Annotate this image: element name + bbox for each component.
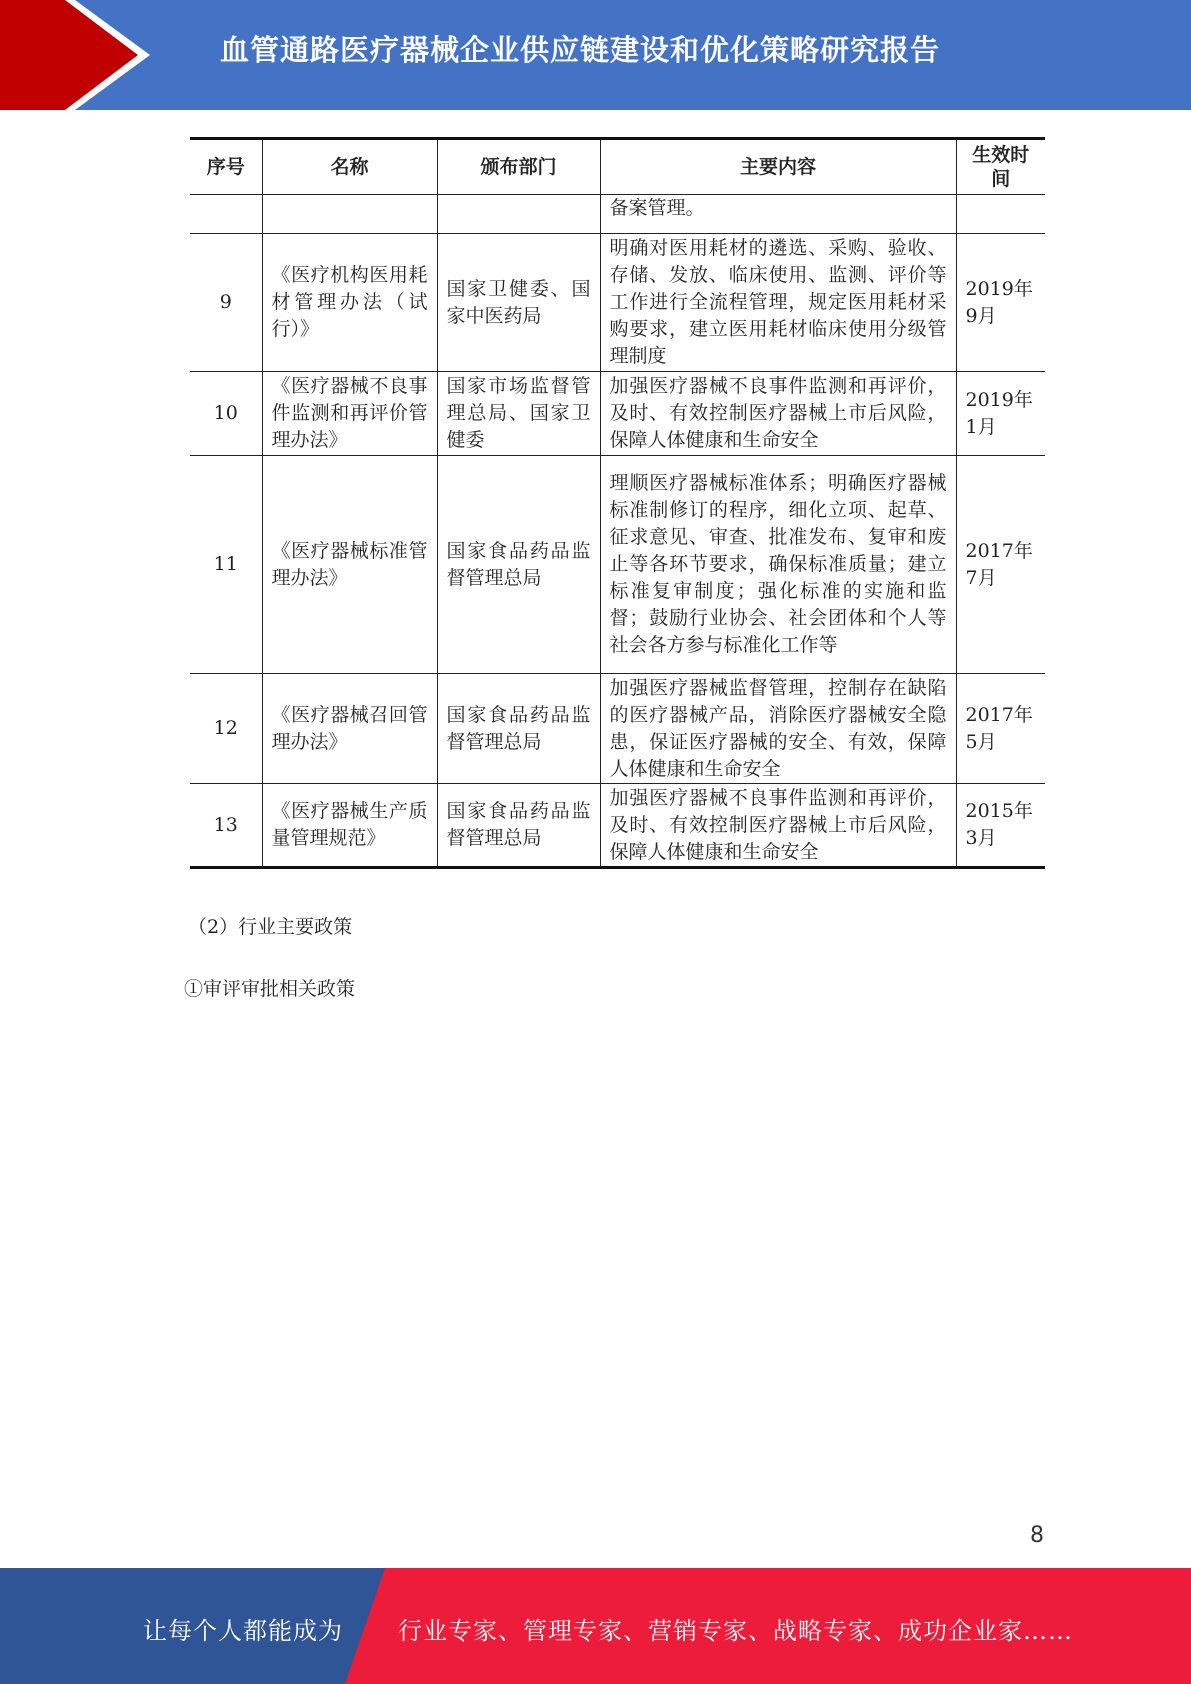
- table-cell-name: 《医疗器械不良事件监测和再评价管理办法》: [262, 372, 437, 456]
- footer-slogan-right: 行业专家、管理专家、营销专家、战略专家、成功企业家……: [398, 1617, 1073, 1645]
- table-cell: [437, 195, 600, 234]
- table-row: [190, 456, 1045, 674]
- page-number: 8: [1030, 1523, 1044, 1548]
- footer-banner: [0, 1568, 1191, 1684]
- header-cell-date: 生效时间: [956, 139, 1045, 195]
- table-cell-content: 理顺医疗器械标准体系；明确医疗器械标准制修订的程序，细化立项、起草、征求意见、审查、批准发布、复审和废止等各环节要求，确保标准质量；建立标准复审制度；强化标准的实施和监督；鼓励行业协会、社会团体和个人等社会各方参与标准化工作等: [600, 456, 956, 674]
- table-cell-name: 《医疗器械标准管理办法》: [262, 456, 437, 674]
- table-row: [190, 674, 1045, 784]
- report-title: 血管通路医疗器械企业供应链建设和优化策略研究报告: [220, 33, 941, 67]
- footer-slogan-left: 让每个人都能成为: [143, 1617, 343, 1645]
- header-cell-name: 名称: [262, 139, 437, 195]
- section-heading: （2）行业主要政策: [188, 916, 353, 938]
- header-banner: [0, 0, 1191, 110]
- table-cell-dept: 国家食品药品监督管理总局: [437, 784, 600, 868]
- header-arrow-decoration: [0, 0, 160, 110]
- table-cell-name: 《医疗器械召回管理办法》: [262, 674, 437, 784]
- table-cell: [956, 195, 1045, 234]
- subsection-heading: ①审评审批相关政策: [184, 978, 356, 1000]
- table-row: [190, 234, 1045, 372]
- table-cell-name: 《医疗机构医用耗材管理办法（试行）》: [262, 234, 437, 372]
- table-cell-content: 加强医疗器械监督管理，控制存在缺陷的医疗器械产品，消除医疗器械安全隐患，保证医疗器械的安全、有效，保障人体健康和生命安全: [600, 674, 956, 784]
- table-cell-name: 《医疗器械生产质量管理规范》: [262, 784, 437, 868]
- table-cell-no: 9: [190, 234, 262, 372]
- table-row: [190, 372, 1045, 456]
- table-cell-dept: 国家食品药品监督管理总局: [437, 456, 600, 674]
- table-cell-date: 2017年5月: [956, 674, 1045, 784]
- table-cell-date: 2015年3月: [956, 784, 1045, 868]
- table-cell-dept: 国家食品药品监督管理总局: [437, 674, 600, 784]
- table-cell-dept: 国家市场监督管理总局、国家卫健委: [437, 372, 600, 456]
- table-cell-content: 备案管理。: [600, 195, 956, 234]
- table-cell-date: 2019年1月: [956, 372, 1045, 456]
- table-row-continuation: [190, 195, 1045, 234]
- table-row: [190, 784, 1045, 868]
- table-cell: [190, 195, 262, 234]
- table-cell-content: 加强医疗器械不良事件监测和再评价，及时、有效控制医疗器械上市后风险，保障人体健康和生命安全: [600, 372, 956, 456]
- table-cell-dept: 国家卫健委、国家中医药局: [437, 234, 600, 372]
- table-cell-content: 明确对医用耗材的遴选、采购、验收、存储、发放、临床使用、监测、评价等工作进行全流程管理，规定医用耗材采购要求，建立医用耗材临床使用分级管理制度: [600, 234, 956, 372]
- table-header-row: [190, 139, 1045, 195]
- header-cell-dept: 颁布部门: [437, 139, 600, 195]
- table-cell: [262, 195, 437, 234]
- table-cell-no: 11: [190, 456, 262, 674]
- table-cell-date: 2017年7月: [956, 456, 1045, 674]
- header-cell-content: 主要内容: [600, 139, 956, 195]
- table-cell-date: 2019年9月: [956, 234, 1045, 372]
- table-cell-content: 加强医疗器械不良事件监测和再评价，及时、有效控制医疗器械上市后风险，保障人体健康和生命安全: [600, 784, 956, 868]
- table-cell-no: 12: [190, 674, 262, 784]
- header-cell-no: 序号: [190, 139, 262, 195]
- table-cell-no: 10: [190, 372, 262, 456]
- policy-table: [190, 137, 1045, 869]
- table-cell-no: 13: [190, 784, 262, 868]
